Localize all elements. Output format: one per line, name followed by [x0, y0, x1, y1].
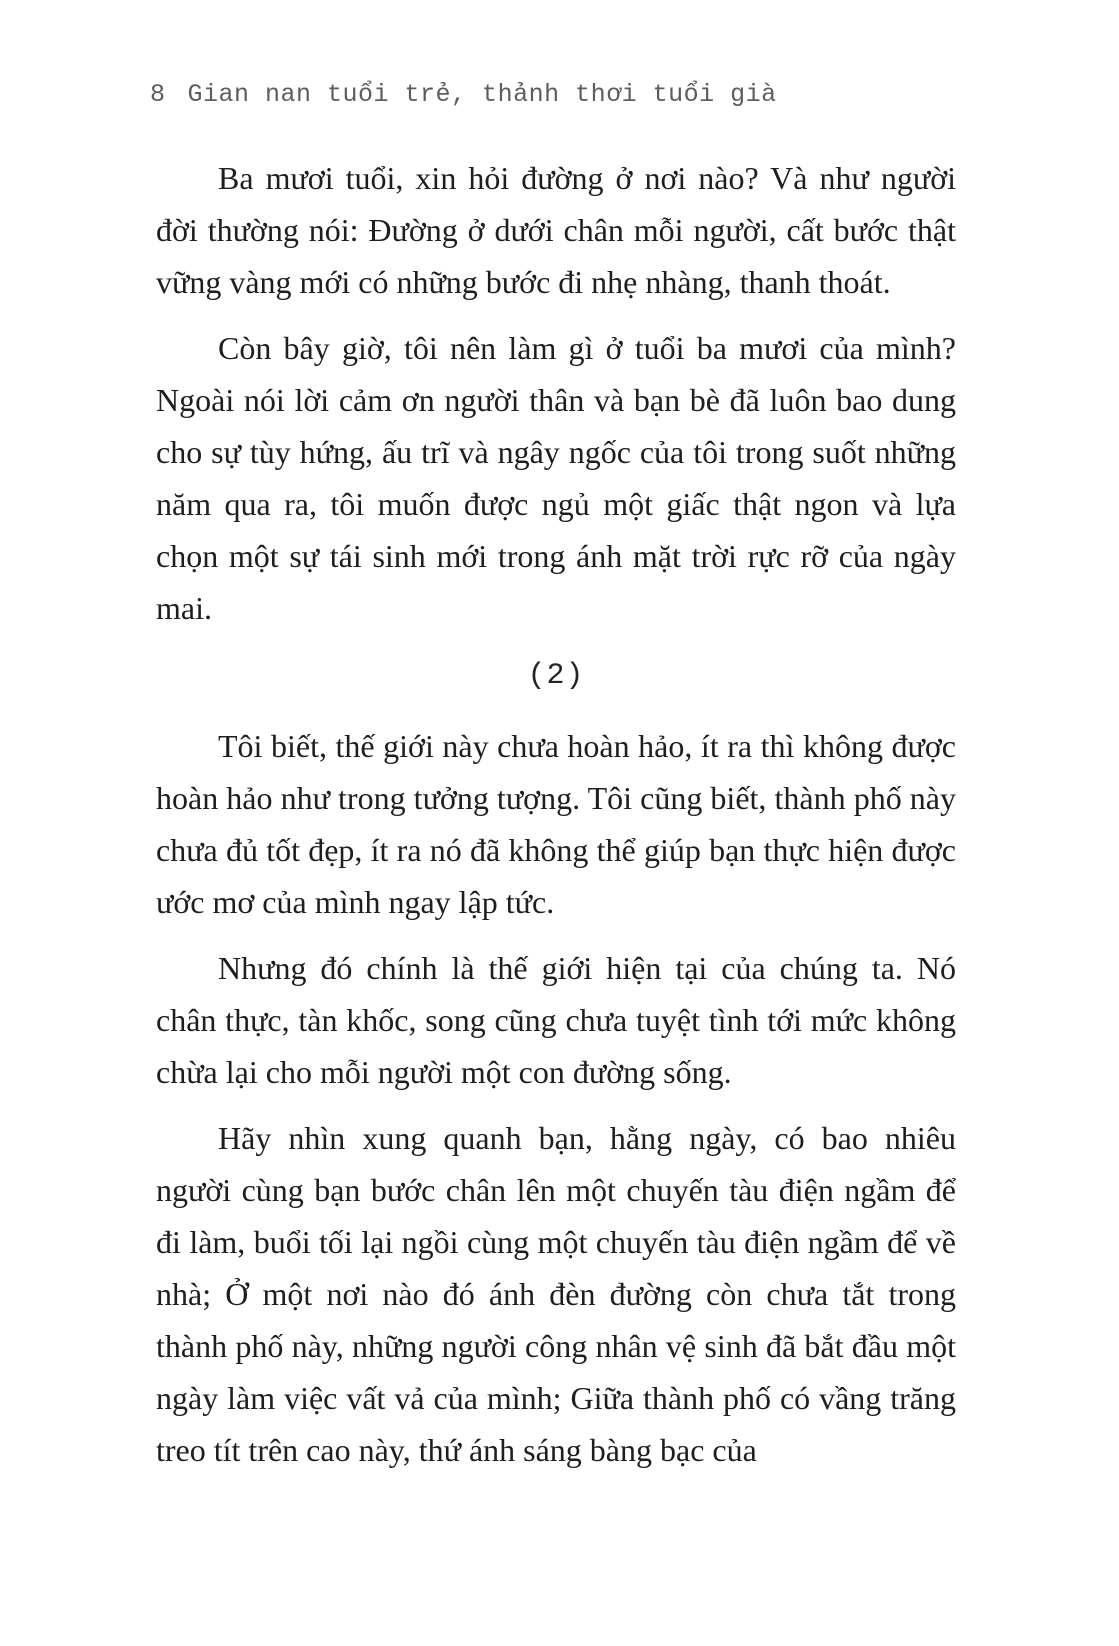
- paragraph-1: Ba mươi tuổi, xin hỏi đường ở nơi nào? Và như người đời thường nói: Đường ở dưới chân mỗi người, cất bước thật vững vàng mới có những bước đi nhẹ nhàng, thanh thoát.: [156, 160, 956, 300]
- paragraph-3: Tôi biết, thế giới này chưa hoàn hảo, ít ra thì không được hoàn hảo như trong tưởng tượng. Tôi cũng biết, thành phố này chưa đủ tốt đẹp, ít ra nó đã không thể giúp bạn thực hiện được ước mơ của mình ngay lập tức.: [156, 728, 956, 920]
- paragraph-5: Hãy nhìn xung quanh bạn, hằng ngày, có bao nhiêu người cùng bạn bước chân lên một chuyến tàu điện ngầm để đi làm, buổi tối lại ngồi cùng một chuyến tàu điện ngầm để về nhà; Ở một nơi nào đó ánh đèn đường còn chưa tắt trong thành phố này, những người công nhân vệ sinh đã bắt đầu một ngày làm việc vất vả của mình; Giữa thành phố có vầng trăng treo tít trên cao này, thứ ánh sáng bàng bạc của: [156, 1120, 956, 1468]
- page-body: [156, 152, 956, 1490]
- section-heading: (2): [527, 659, 585, 693]
- paragraph-4: Nhưng đó chính là thế giới hiện tại của chúng ta. Nó chân thực, tàn khốc, song cũng chưa tuyệt tình tới mức không chừa lại cho mỗi người một con đường sống.: [156, 950, 956, 1090]
- paragraph-2: Còn bây giờ, tôi nên làm gì ở tuổi ba mươi của mình? Ngoài nói lời cảm ơn người thân và bạn bè đã luôn bao dung cho sự tùy hứng, ấu trĩ và ngây ngốc của tôi trong suốt những năm qua ra, tôi muốn được ngủ một giấc thật ngon và lựa chọn một sự tái sinh mới trong ánh mặt trời rực rỡ của ngày mai.: [156, 330, 956, 626]
- running-header: [150, 80, 777, 109]
- page-number: 8: [150, 80, 166, 109]
- chapter-title: Gian nan tuổi trẻ, thảnh thơi tuổi già: [187, 80, 777, 109]
